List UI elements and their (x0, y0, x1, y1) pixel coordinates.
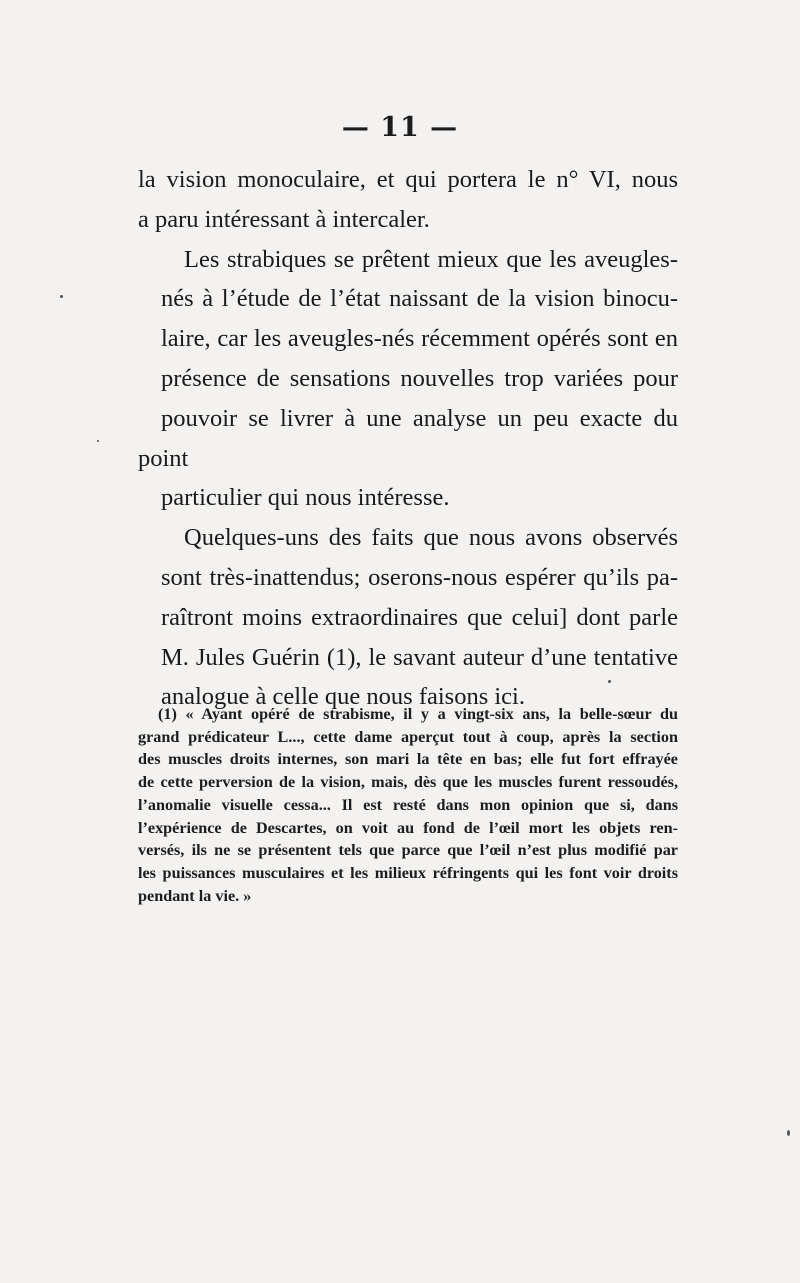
text-line: la vision monoculaire, et qui portera le n° VI, nous (138, 166, 678, 193)
footnote-line: de cette perversion de la vision, mais, dès que les muscles furent ressoudés, (138, 773, 678, 792)
text-line: présence de sensations nouvelles trop variées pour (161, 364, 678, 392)
ink-speck (787, 1130, 790, 1136)
paragraph (138, 160, 678, 240)
footnote-line: l’anomalie visuelle cessa... Il est resté dans mon opinion que si, dans (138, 795, 678, 814)
text-line: Les strabiques se prêtent mieux que les aveugles- (184, 245, 678, 273)
footnote-line: (1) « Ayant opéré de strabisme, il y a vingt-six ans, la belle-sœur du (158, 705, 678, 723)
ink-speck (608, 680, 611, 683)
ink-speck (97, 440, 99, 442)
text-line: raîtront moins extraordinaires que celui] dont parle (161, 603, 678, 631)
text-line: nés à l’étude de l’état naissant de la vision binocu- (161, 285, 678, 313)
footnote-line: les puissances musculaires et les milieux réfringents qui les font voir droits (138, 863, 678, 882)
main-text (138, 160, 678, 717)
text-line: a paru intéressant à intercaler. (138, 205, 430, 233)
paragraph (138, 518, 678, 717)
text-line: laire, car les aveugles-nés récemment opérés sont en (161, 325, 678, 353)
text-line: analogue à celle que nous faisons ici. (161, 683, 525, 711)
page-number: — 11 — (341, 112, 459, 143)
text-line: particulier qui nous intéresse. (161, 484, 450, 512)
footnote-line: versés, ils ne se présentent tels que parce que l’œil n’est plus modifié par (138, 841, 678, 860)
text-line: sont très-inattendus; oserons-nous espérer qu’ils pa- (161, 563, 678, 591)
footnote (138, 703, 678, 907)
footnote-line: pendant la vie. » (138, 886, 252, 905)
paragraph (138, 240, 678, 519)
ink-speck (60, 295, 63, 298)
text-line: pouvoir se livrer à une analyse un peu exacte du point (138, 404, 678, 472)
text-line: Quelques-uns des faits que nous avons observés (184, 524, 678, 552)
text-line: M. Jules Guérin (1), le savant auteur d’une tentative (161, 643, 678, 671)
footnote-line: grand prédicateur L..., cette dame aperçut tout à coup, après la section (138, 727, 678, 746)
footnote-line: l’expérience de Descartes, on voit au fond de l’œil mort les objets ren- (138, 818, 678, 837)
footnote-line: des muscles droits internes, son mari la tête en bas; elle fut fort effrayée (138, 750, 678, 769)
